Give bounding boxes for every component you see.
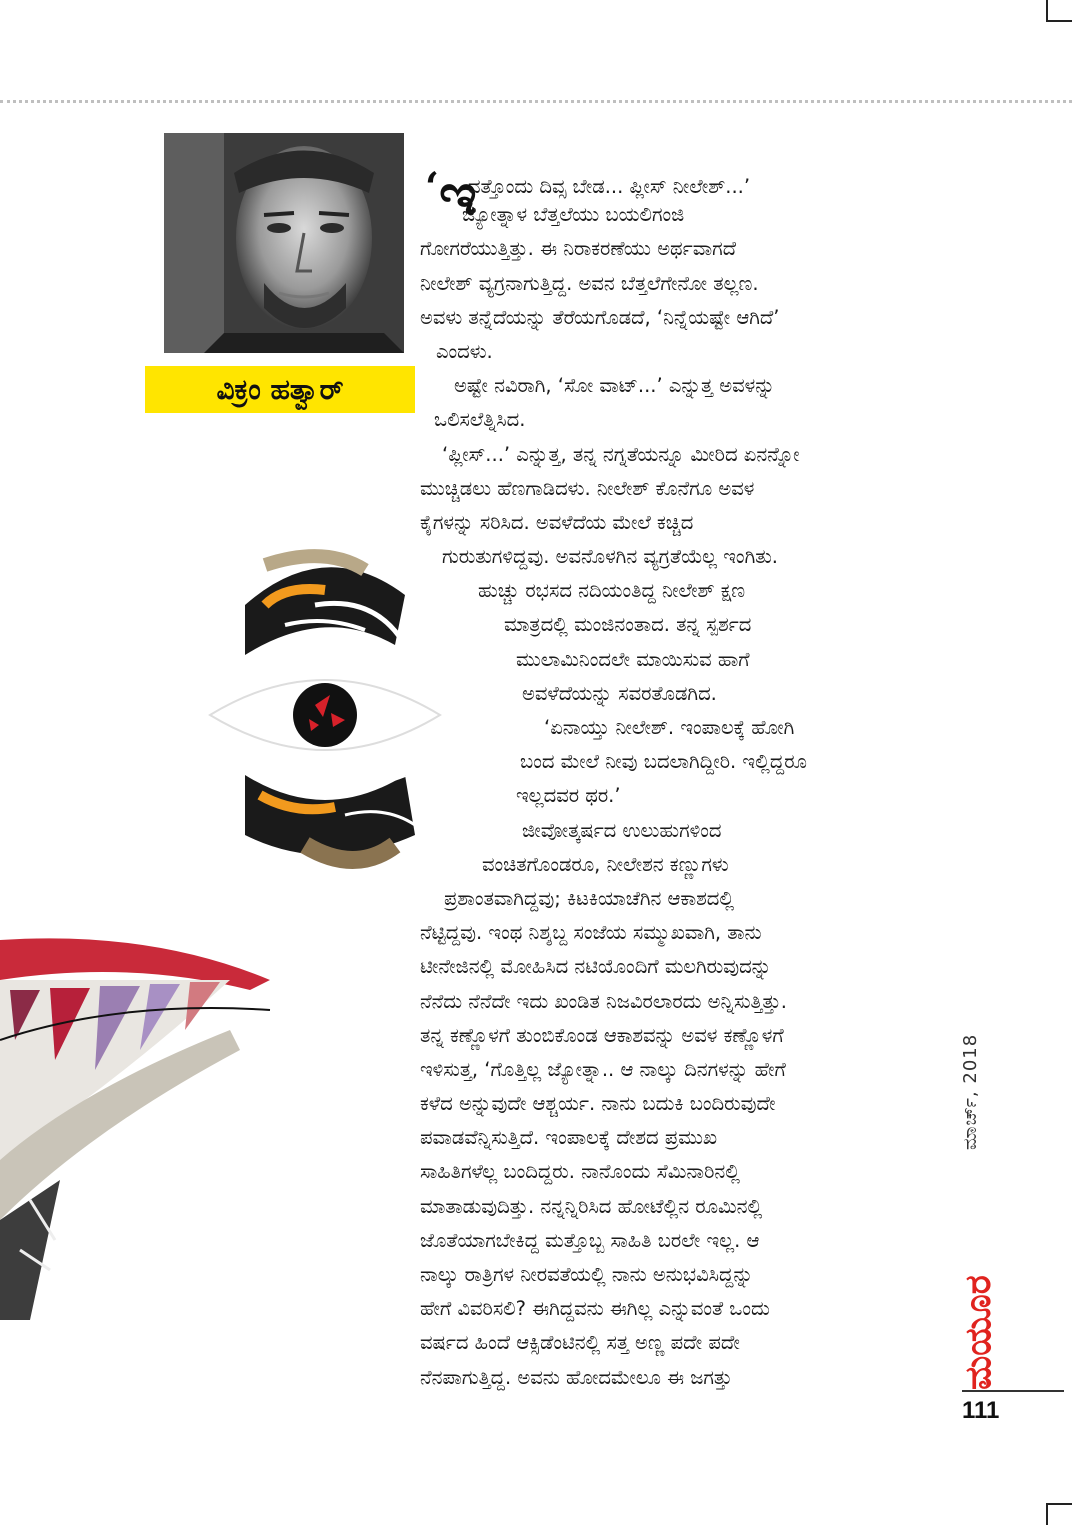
author-portrait-illustration [164, 133, 404, 353]
story-line: ನೆನಪಾಗುತ್ತಿದ್ದ. ಅವನು ಹೋದಮೇಲೂ ಈ ಜಗತ್ತು [420, 1365, 733, 1389]
author-photo [164, 133, 404, 353]
story-line: ಜೀವೋತ್ಕರ್ಷದ ಉಲುಹುಗಳಿಂದ [522, 818, 722, 842]
story-line: ಇಲ್ಲದವರ ಥರ.’ [516, 784, 621, 808]
crop-mark-top-horizontal [1046, 20, 1072, 22]
page-number: 111 [962, 1397, 1000, 1424]
story-line: ವಂಚಿತಗೊಂಡರೂ, ನೀಲೇಶನ ಕಣ್ಣುಗಳು [482, 852, 729, 876]
story-line: ಒಲಿಸಲೆತ್ನಿಸಿದ. [434, 408, 526, 432]
story-line: ಜ್ಯೋತ್ನಾಳ ಬೆತ್ತಲೆಯು ಬಯಲಿಗಂಜಿ [462, 203, 685, 227]
story-line: ಅವಳೆದೆಯನ್ನು ಸವರತೊಡಗಿದ. [522, 681, 717, 705]
story-line: ಹುಚ್ಚು ರಭಸದ ನದಿಯಂತಿದ್ದ ನೀಲೇಶ್ ಕ್ಷಣ [478, 579, 746, 603]
story-line: ಎಂದಳು. [436, 339, 493, 363]
crop-mark-top-vertical [1046, 0, 1048, 22]
story-line: ನಾಲ್ಕು ರಾತ್ರಿಗಳ ನೀರವತೆಯಲ್ಲಿ ನಾನು ಅನುಭವಿಸಿದ್ದನ್ನು [420, 1263, 754, 1286]
story-line: ನೀಲೇಶ್ ವ್ಯಗ್ರನಾಗುತ್ತಿದ್ದ. ಅವನ ಬೆತ್ತಲೆಗೇನೋ ತಲ್ಲಣ. [420, 271, 759, 295]
story-line: ಪವಾಡವೆನ್ನಿಸುತ್ತಿದೆ. ಇಂಪಾಲಕ್ಕೆ ದೇಶದ ಪ್ರಮುಖ [420, 1126, 718, 1150]
story-line: ಕಳೆದ ಅನ್ನುವುದೇ ಆಶ್ಚರ್ಯ. ನಾನು ಬದುಕಿ ಬಂದಿರುವುದೇ [420, 1092, 776, 1116]
bird-wing-illustration [0, 920, 290, 1320]
story-line: ಅಷ್ಟೇ ನವಿರಾಗಿ, ‘ಸೋ ವಾಟ್...’ ಎನ್ನುತ್ತ ಅವಳನ್ನು [454, 374, 775, 398]
story-body [420, 166, 940, 1395]
magazine-logo: ಮಯೂರ [958, 1275, 999, 1390]
story-line: ಬಂದ ಮೇಲೆ ನೀವು ಬದಲಾಗಿದ್ದೀರಿ. ಇಲ್ಲಿದ್ದರೂ [520, 750, 807, 774]
story-line: ತನ್ನ ಕಣ್ಣೊಳಗೆ ತುಂಬಿಕೊಂಡ ಆಕಾಶವನ್ನು ಅವಳ ಕಣ್ಣೊಳಗೆ [420, 1023, 784, 1047]
story-line: ವತ್ತೊಂದು ದಿವ್ಸ ಬೇಡ... ಪ್ಲೀಸ್ ನೀಲೇಶ್...’ [468, 175, 751, 198]
page-number-rule [962, 1390, 1064, 1392]
story-line: ಮಾತಾಡುವುದಿತ್ತು. ನನ್ನನ್ನಿರಿಸಿದ ಹೋಟೆಲ್ಲಿನ ರೂಮಿನಲ್ಲಿ [420, 1194, 763, 1218]
story-line: ನೆನೆದು ನೆನೆದೇ ಇದು ಖಂಡಿತ ನಿಜವಿರಲಾರದು ಅನ್ನಿಸುತ್ತಿತ್ತು. [420, 989, 787, 1013]
crop-mark-bottom-vertical [1046, 1503, 1048, 1525]
story-line: ಅವಳು ತನ್ನೆದೆಯನ್ನು ತೆರೆಯಗೊಡದೆ, ‘ನಿನ್ನೆಯಷ್ಟೇ ಆಗಿದೆ’ [420, 305, 780, 329]
story-line: ಗುರುತುಗಳಿದ್ದವು. ಅವನೊಳಗಿನ ವ್ಯಗ್ರತೆಯೆಲ್ಲ ಇಂಗಿತು. [442, 545, 778, 569]
story-line: ಸಾಹಿತಿಗಳೆಲ್ಲ ಬಂದಿದ್ದರು. ನಾನೊಂದು ಸೆಮಿನಾರಿನಲ್ಲಿ [420, 1160, 740, 1184]
story-line: ಮುಲಾಮಿನಿಂದಲೇ ಮಾಯಿಸುವ ಹಾಗೆ [516, 647, 750, 671]
eye-illustration [205, 545, 445, 885]
story-line: ಟೀನೇಜಿನಲ್ಲಿ ಮೋಹಿಸಿದ ನಟಿಯೊಂದಿಗೆ ಮಲಗಿರುವುದನ್ನು [420, 955, 772, 979]
story-line: ನೆಟ್ಟಿದ್ದವು. ಇಂಥ ನಿಶ್ಶಬ್ದ ಸಂಜೆಯ ಸಮ್ಮುಖವಾಗಿ, ತಾನು [420, 921, 762, 945]
story-line: ವರ್ಷದ ಹಿಂದೆ ಆಕ್ಸಿಡೆಂಟಿನಲ್ಲಿ ಸತ್ತ ಅಣ್ಣ ಪದೇ ಪದೇ [420, 1331, 740, 1355]
story-line: ಹೇಗೆ ವಿವರಿಸಲಿ? ಈಗಿದ್ದವನು ಈಗಿಲ್ಲ ಎನ್ನುವಂತೆ ಒಂದು [420, 1297, 770, 1321]
author-name-label: ವಿಕ್ರಂ ಹತ್ವಾರ್ [145, 366, 415, 413]
story-line: ಇಳಿಸುತ್ತ, ‘ಗೊತ್ತಿಲ್ಲ ಜ್ಯೋತ್ನಾ.. ಆ ನಾಲ್ಕು ದಿನಗಳನ್ನು ಹೇಗೆ [420, 1057, 786, 1081]
header-dotted-rule [0, 100, 1072, 103]
story-line: ‘ಪ್ಲೀಸ್...’ ಎನ್ನುತ್ತ, ತನ್ನ ನಗ್ನತೆಯನ್ನೂ ಮೀರಿದ ಏನನ್ನೋ [442, 442, 800, 466]
issue-date: ಮಾರ್ಚ್, 2018 [960, 1033, 981, 1150]
story-line: ‘ಏನಾಯ್ತು ನೀಲೇಶ್. ಇಂಪಾಲಕ್ಕೆ ಹೋಗಿ [544, 716, 795, 739]
story-line: ಮುಚ್ಚಿಡಲು ಹೆಣಗಾಡಿದಳು. ನೀಲೇಶ್ ಕೊನೆಗೂ ಅವಳ [420, 476, 755, 500]
story-dropcap: ಇ [439, 160, 477, 228]
crop-mark-bottom-horizontal [1046, 1503, 1072, 1505]
story-line: ಕೈಗಳನ್ನು ಸರಿಸಿದ. ಅವಳೆದೆಯ ಮೇಲೆ ಕಚ್ಚಿದ [420, 510, 694, 534]
story-line: ಪ್ರಶಾಂತವಾಗಿದ್ದವು; ಕಿಟಕಿಯಾಚೆಗಿನ ಆಕಾಶದಲ್ಲಿ [444, 886, 735, 910]
story-line: ಜೊತೆಯಾಗಬೇಕಿದ್ದ ಮತ್ತೊಬ್ಬ ಸಾಹಿತಿ ಬರಲೇ ಇಲ್ಲ. ಆ [420, 1228, 760, 1252]
story-line: ಮಾತ್ರದಲ್ಲಿ ಮಂಜಿನಂತಾದ. ತನ್ನ ಸ್ಪರ್ಶದ [504, 613, 752, 637]
opening-quote-mark: ‘ [425, 164, 439, 211]
story-line: ಗೋಗರೆಯುತ್ತಿತ್ತು. ಈ ನಿರಾಕರಣೆಯು ಅರ್ಥವಾಗದೆ [420, 237, 737, 261]
